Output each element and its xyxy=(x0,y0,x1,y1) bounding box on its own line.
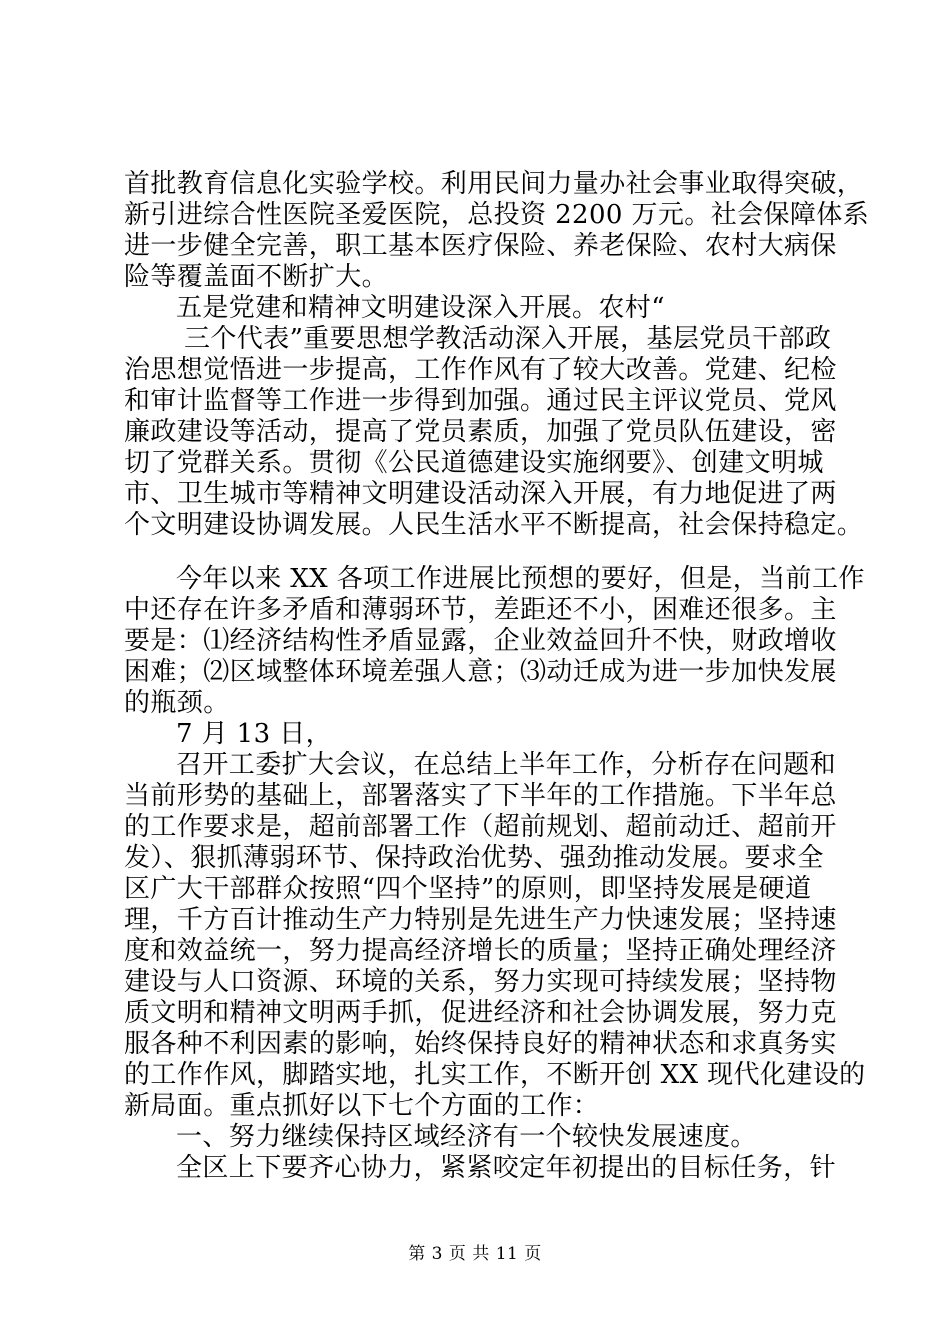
text-line: 新局面。重点抓好以下七个方面的工作： xyxy=(124,1091,600,1121)
paragraph-problems xyxy=(124,564,865,719)
text-line: 和审计监督等工作进一步得到加强。通过民主评议党员、党风 xyxy=(124,386,837,416)
text-line: 发）、狠抓薄弱环节、保持政治优势、强劲推动发展。要求全 xyxy=(124,843,824,873)
text-line: 的工作作风，脚踏实地，扎实工作，不断开创 XX 现代化建设的 xyxy=(124,1060,866,1090)
text-line: 个文明建设协调发展。人民生活水平不断提高，社会保持稳定。 xyxy=(124,510,864,540)
text-line: 新引进综合性医院圣爱医院，总投资 2200 万元。社会保障体系 xyxy=(124,200,870,230)
text-line: 质文明和精神文明两手抓，促进经济和社会协调发展，努力克 xyxy=(124,998,837,1028)
text-line: 今年以来 XX 各项工作进展比预想的要好，但是，当前工作 xyxy=(176,564,865,594)
text-line: 当前形势的基础上，部署落实了下半年的工作措施。下半年总 xyxy=(124,781,837,811)
text-line: 三个代表”重要思想学教活动深入开展，基层党员干部政 xyxy=(184,324,832,354)
text-line: 廉政建设等活动，提高了党员素质，加强了党员队伍建设，密 xyxy=(124,417,837,447)
date-line: 7 月 13 日， xyxy=(176,719,333,749)
text-line: 建设与人口资源、环境的关系，努力实现可持续发展；坚持物 xyxy=(124,967,837,997)
text-line: 困难；⑵区域整体环境差强人意；⑶动迁成为进一步加快发展 xyxy=(124,657,837,687)
text-line: 全区上下要齐心协力，紧紧咬定年初提出的目标任务，针 xyxy=(176,1153,837,1183)
document-body xyxy=(124,169,870,1184)
text-line: 的瓶颈。 xyxy=(124,688,230,718)
text-line: 理，千方百计推动生产力特别是先进生产力快速发展；坚持速 xyxy=(124,905,837,935)
text-line: 服各种不利因素的影响，始终保持良好的精神状态和求真务实 xyxy=(124,1029,837,1059)
paragraph-gap xyxy=(124,541,844,564)
text-line: 度和效益统一，努力提高经济增长的质量；坚持正确处理经济 xyxy=(124,936,837,966)
paragraph-section-one xyxy=(124,1153,844,1184)
paragraph-party-building xyxy=(124,293,864,541)
text-line: 的工作要求是，超前部署工作（超前规划、超前动迁、超前开 xyxy=(124,812,837,842)
section-heading: 一、努力继续保持区域经济有一个较快发展速度。 xyxy=(176,1122,757,1152)
text-line: 区广大干部群众按照“四个坚持”的原则，即坚持发展是硬道 xyxy=(124,874,812,904)
page-number-footer: 第 3 页 共 11 页 xyxy=(408,1244,542,1264)
text-line: 治思想觉悟进一步提高，工作作风有了较大改善。党建、纪检 xyxy=(124,355,837,385)
paragraph-work-requirements xyxy=(124,750,866,1122)
text-line: 要是：⑴经济结构性矛盾显露，企业效益回升不快，财政增收 xyxy=(124,626,837,656)
text-line: 险等覆盖面不断扩大。 xyxy=(124,262,389,292)
text-line: 进一步健全完善，职工基本医疗保险、养老保险、农村大病保 xyxy=(124,231,837,261)
text-line: 召开工委扩大会议，在总结上半年工作，分析存在问题和 xyxy=(176,750,837,780)
text-line: 中还存在许多矛盾和薄弱环节，差距还不小，困难还很多。主 xyxy=(124,595,837,625)
text-line: 切了党群关系。贯彻《公民道德建设实施纲要》、创建文明城 xyxy=(124,448,824,478)
text-line: 市、卫生城市等精神文明建设活动深入开展，有力地促进了两 xyxy=(124,479,837,509)
paragraph-heading-line: 五是党建和精神文明建设深入开展。农村“ xyxy=(176,293,665,323)
text-line: 首批教育信息化实验学校。利用民间力量办社会事业取得突破， xyxy=(124,169,864,199)
paragraph-social-undertakings xyxy=(124,169,870,293)
